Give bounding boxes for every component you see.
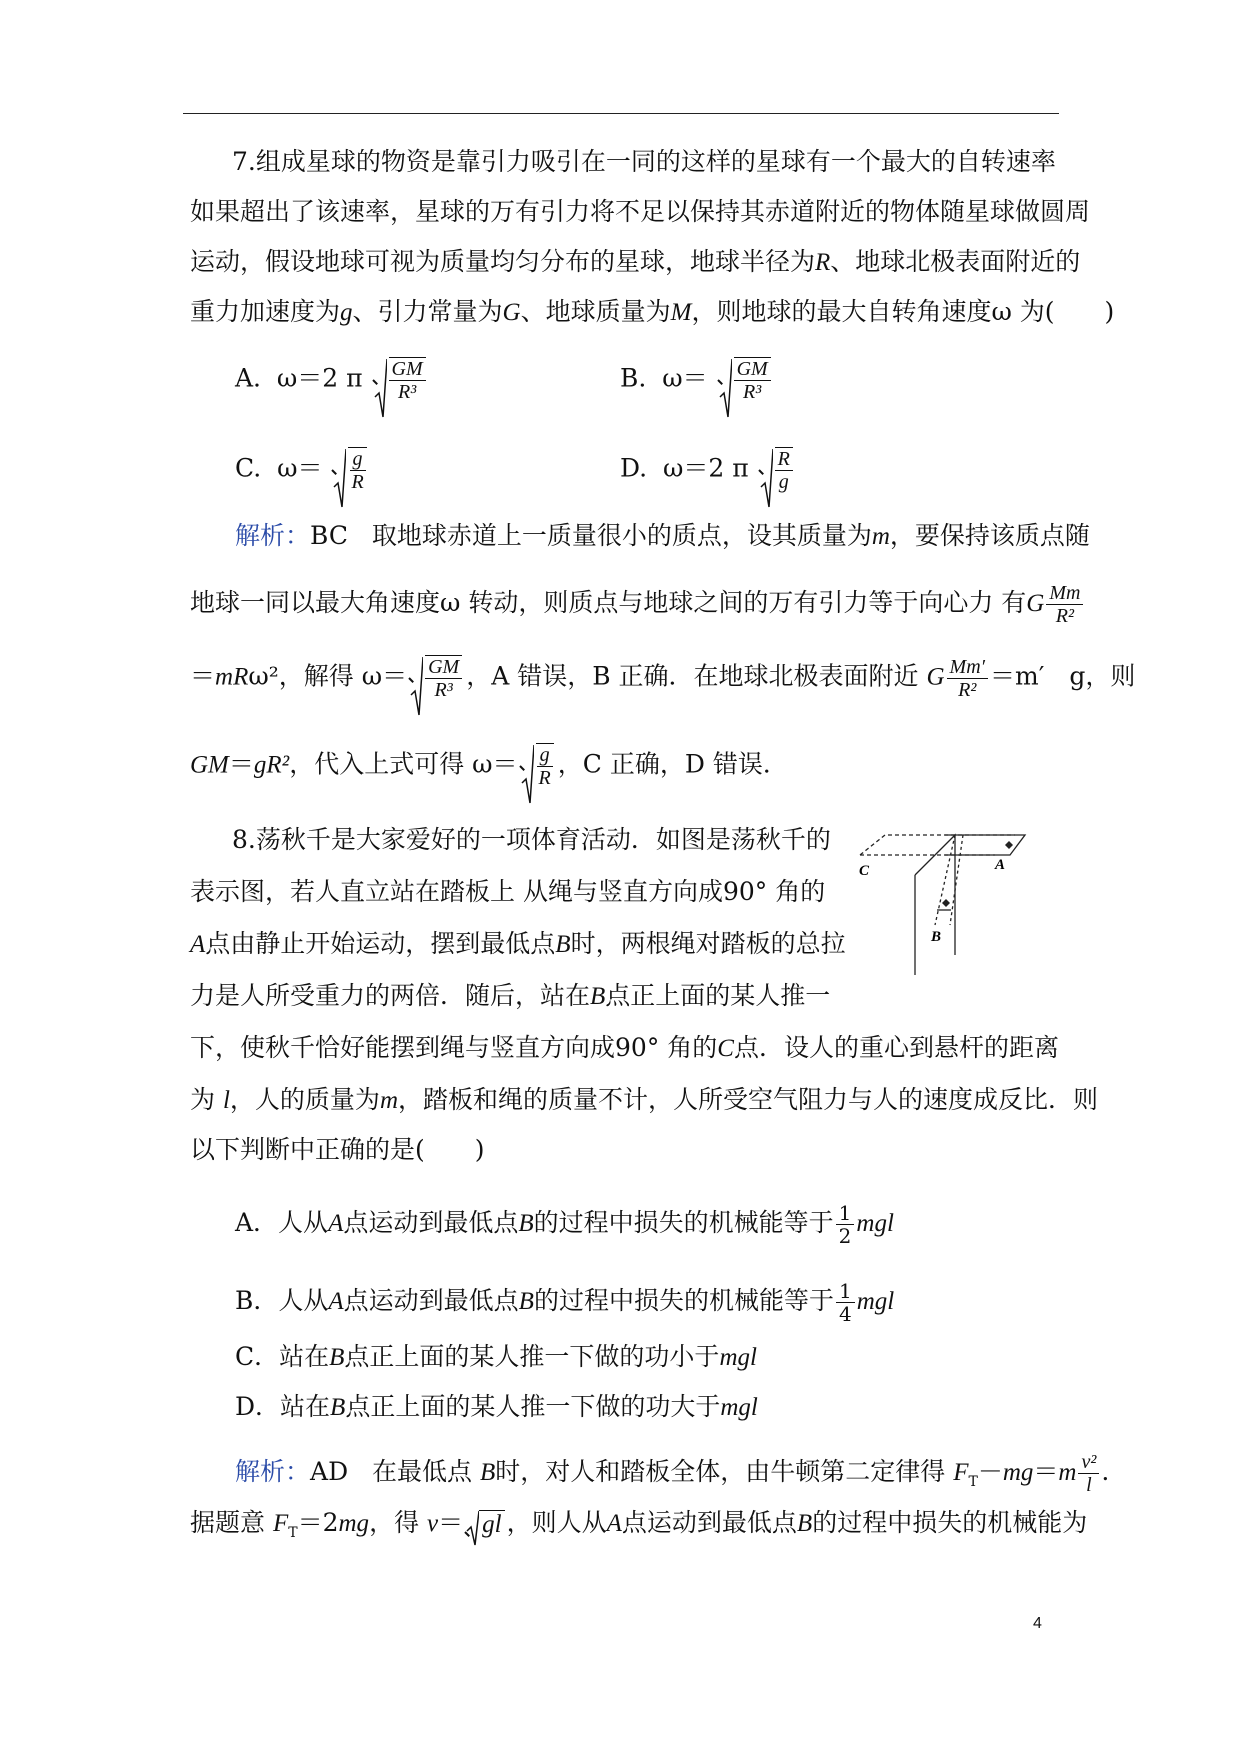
q8-option-a: A．人从A点运动到最低点B的过程中损失的机械能等于 $\frac{1}{2}$ mgl	[235, 1201, 894, 1248]
q7-option-a: A. ω＝2 π $\frac{GM}{\text{R³}}$	[235, 357, 430, 403]
q8-line-5: 下，使秋千恰好能摆到绳与竖直方向成90° 角的C点．设人的重心到悬杆的距离	[190, 1033, 1059, 1062]
rope-dashed-1	[935, 835, 955, 925]
q8-line-6: 为 l，人的质量为m，踏板和绳的质量不计，人所受空气阻力与人的速度成反比．则	[190, 1085, 1099, 1114]
q7-line-4: 重力加速度为g、引力常量为G、地球质量为M，则地球的最大自转角速度ω 为( )	[190, 297, 1115, 326]
q8-option-c: C．站在B点正上面的某人推一下做的功小于mgl	[235, 1342, 757, 1371]
sqrt-analysis-1: $\frac{GM}{\text{R³}}$	[409, 655, 464, 701]
q8-option-b: B．人从A点运动到最低点B的过程中损失的机械能等于 $\frac{1}{4}$ mgl	[235, 1279, 895, 1326]
q7-analysis-line-3: ＝mRω²，解得 ω＝ $\frac{GM}{\text{R³}}$ ，A 错误，B 正确．在地球北极表面附近 G $\frac{Mm'}{\text{R²}}$ ＝m′ g，则	[190, 655, 1135, 701]
page-number: 4	[1033, 1615, 1042, 1632]
label-a: A	[995, 857, 1006, 873]
q8-line-4: 力是人所受重力的两倍．随后，站在B点正上面的某人推一	[190, 981, 831, 1010]
sqrt-analysis-3: gl	[465, 1509, 504, 1540]
q7-option-c: C. ω＝ $\frac{g}{R}$	[235, 447, 371, 493]
q8-analysis-line-1: 解析：AD 在最低点 B时，对人和踏板全体，由牛顿第二定律得 $F_T-mg=m$ $\frac{\text{v²}}{l}$ .	[235, 1451, 1110, 1496]
q7-option-b: B. ω＝ $\frac{GM}{\text{R³}}$	[620, 357, 775, 403]
q7-line-3: 运动，假设地球可视为质量均匀分布的星球，地球半径为R、地球北极表面附近的	[190, 247, 1081, 276]
q7-option-d: D. ω＝2 π $\frac{R}{g}$	[620, 447, 797, 493]
sqrt-c: $\frac{g}{R}$	[332, 447, 368, 493]
q7-analysis-line-1: 解析：BC 取地球赤道上一质量很小的质点，设其质量为m，要保持该质点随	[235, 521, 1090, 550]
q8-line-2: 表示图，若人直立站在踏板上 从绳与竖直方向成90° 角的	[190, 877, 826, 906]
label-c: C	[859, 863, 870, 879]
q8-line-3: A点由静止开始运动，摆到最低点B时，两根绳对踏板的总拉	[190, 929, 846, 958]
q8-analysis-line-2: 据题意 $F_T=2mg$，得 v＝ gl ，则人从A点运动到最低点B的过程中损失的机械能为	[190, 1508, 1087, 1548]
q7-line-1: 7.组成星球的物资是靠引力吸引在一同的这样的星球有一个最大的自转速率	[232, 147, 1056, 176]
sqrt-analysis-2: $\frac{g}{R}$	[520, 743, 556, 789]
person-at-a	[1005, 841, 1013, 849]
swing-figure	[855, 815, 1055, 985]
sqrt-a: $\frac{GM}{\text{R³}}$	[373, 357, 428, 403]
sqrt-b: $\frac{GM}{\text{R³}}$	[718, 357, 773, 403]
person-marks	[942, 841, 1013, 907]
q8-option-d: D．站在B点正上面的某人推一下做的功大于mgl	[235, 1392, 758, 1421]
person-at-b	[942, 899, 950, 907]
header-rule	[183, 113, 1059, 114]
q7-analysis-line-4: GM＝gR²，代入上式可得 ω＝ $\frac{g}{R}$ ，C 正确，D 错误．	[190, 743, 788, 789]
q8-line-7: 以下判断中正确的是( )	[190, 1135, 485, 1164]
q7-line-2: 如果超出了该速率，星球的万有引力将不足以保持其赤道附近的物体随星球做圆周	[190, 197, 1091, 226]
q8-line-1: 8.荡秋千是大家爱好的一项体育活动．如图是荡秋千的	[232, 825, 831, 854]
sqrt-d: $\frac{R}{g}$	[759, 447, 795, 493]
q7-analysis-line-2: 地球一同以最大角速度ω 转动，则质点与地球之间的万有引力等于向心力 有G $\frac{Mm}{\text{R²}}$	[190, 582, 1085, 627]
label-b: B	[931, 929, 942, 945]
